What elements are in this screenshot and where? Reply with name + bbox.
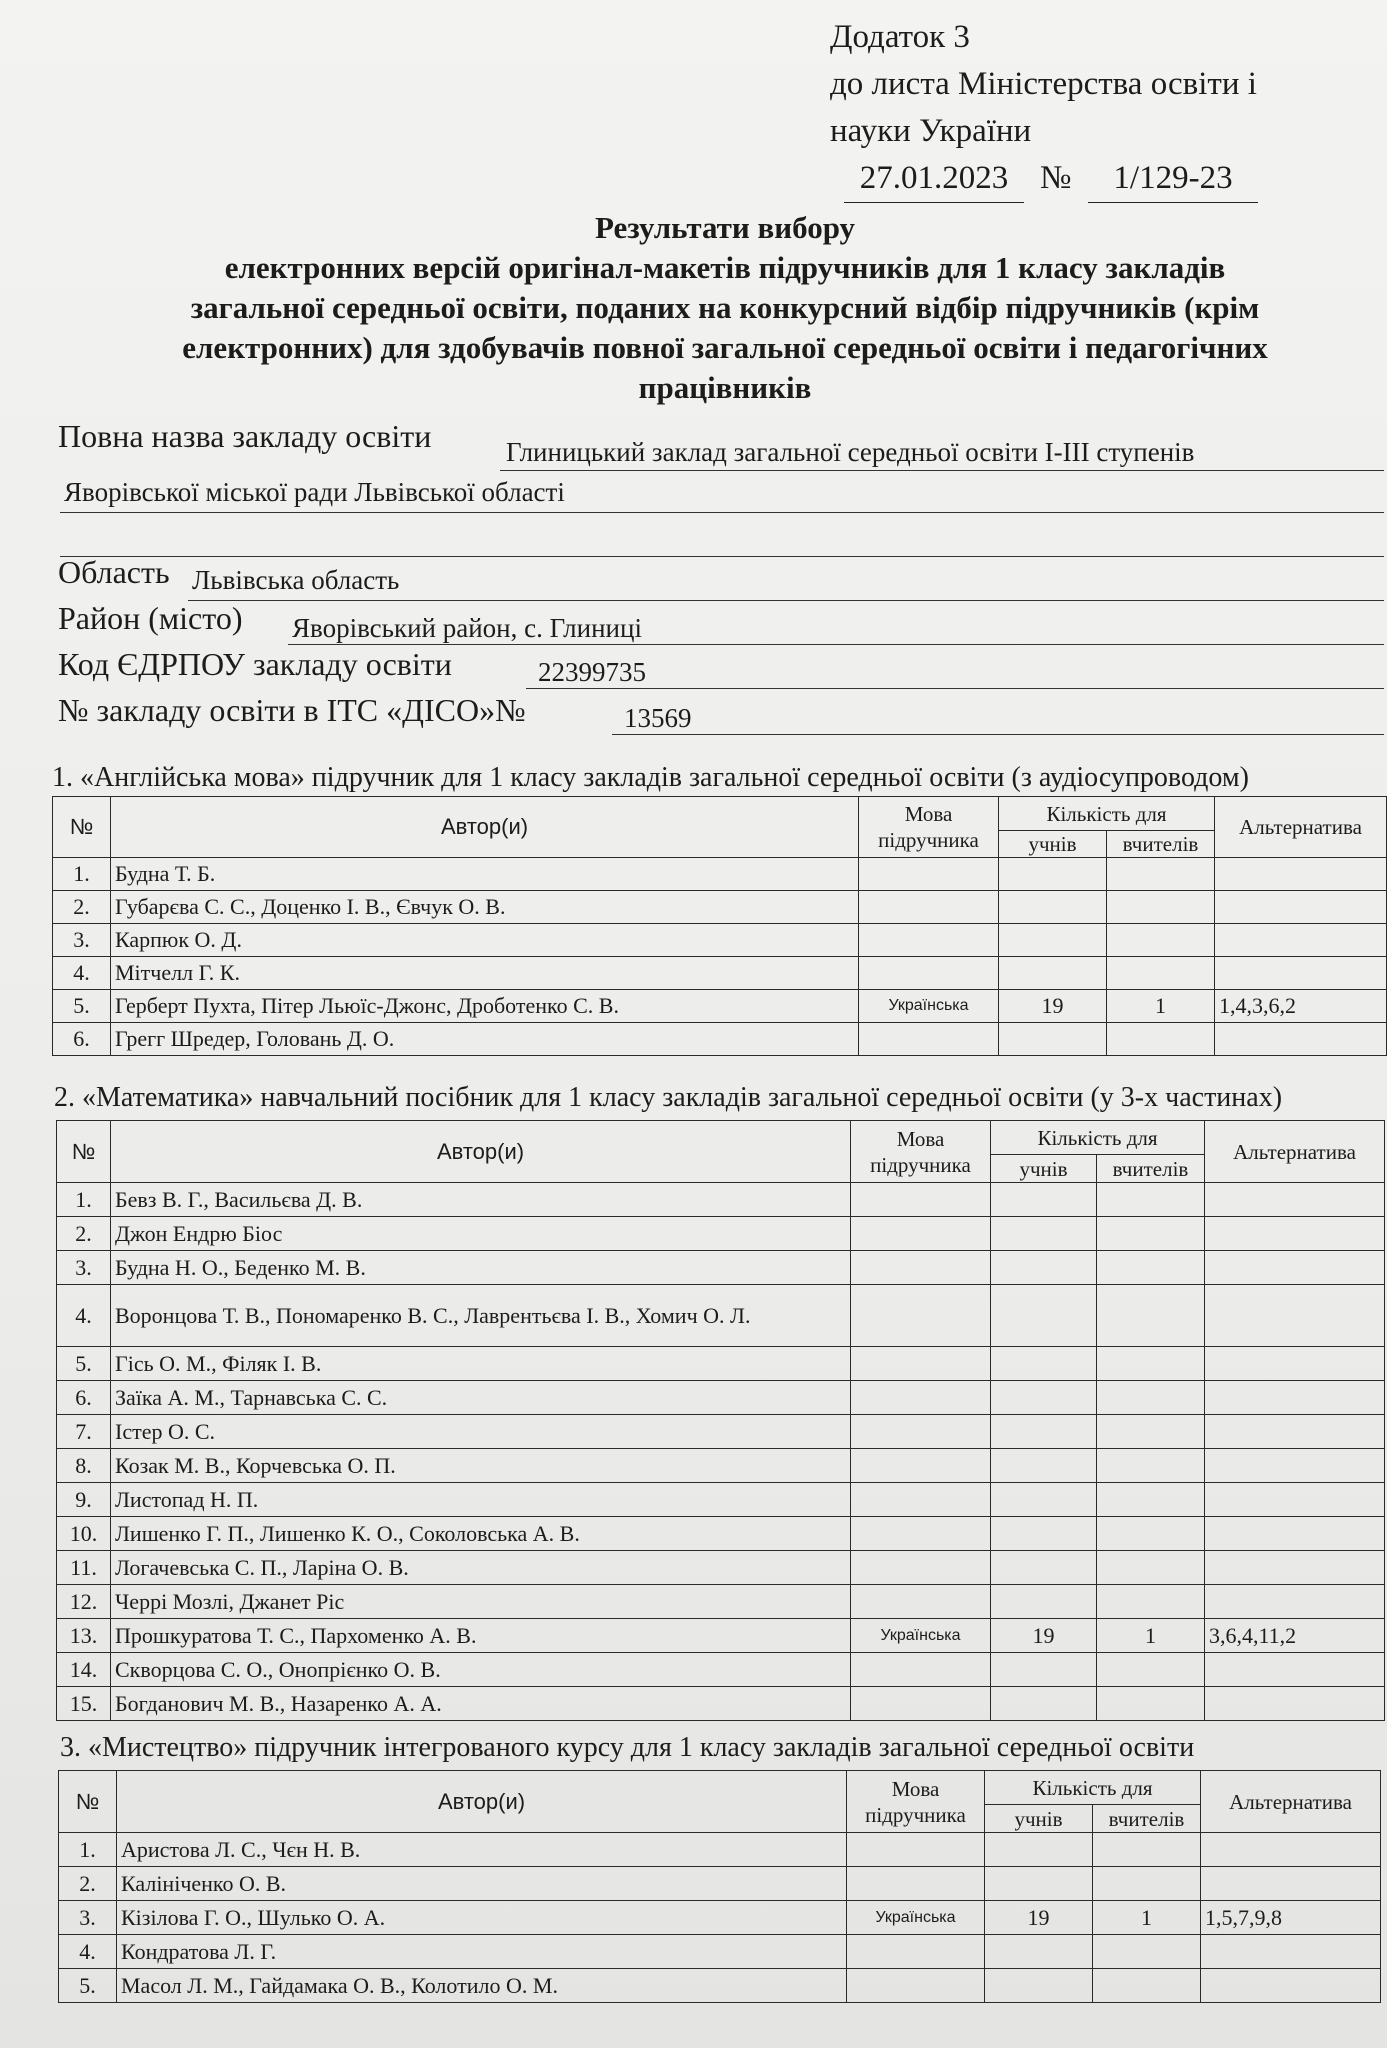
table-row (53, 957, 1387, 990)
edrpou-label: Код ЄДРПОУ закладу освіти (58, 646, 452, 682)
col-lang-header (859, 797, 999, 858)
row-number: 3. (59, 1901, 117, 1935)
row-language (851, 1415, 991, 1449)
row-language (859, 1023, 999, 1056)
table-row (57, 1449, 1385, 1483)
row-teachers-count (1097, 1449, 1205, 1483)
row-alternative (1205, 1381, 1385, 1415)
row-students-count (991, 1217, 1097, 1251)
section-2-table (56, 1120, 1385, 1721)
section-3-title: 3. «Мистецтво» підручник інтегрованого курсу для 1 класу закладів загальної середньої освіти (60, 1732, 1195, 1763)
row-language: Українська (847, 1901, 985, 1935)
row-authors: Мітчелл Г. К. (111, 957, 859, 990)
row-students-count (985, 1935, 1093, 1969)
table-row (59, 1969, 1381, 2003)
table-row (57, 1217, 1385, 1251)
row-alternative (1205, 1449, 1385, 1483)
row-teachers-count (1097, 1551, 1205, 1585)
row-language (859, 957, 999, 990)
row-teachers-count (1097, 1483, 1205, 1517)
row-alternative (1215, 924, 1387, 957)
row-teachers-count (1107, 957, 1215, 990)
region-field (58, 554, 170, 591)
row-authors: Скворцова С. О., Онопрієнко О. В. (111, 1653, 851, 1687)
row-authors: Козак М. В., Корчевська О. П. (111, 1449, 851, 1483)
row-students-count (991, 1653, 1097, 1687)
row-number: 14. (57, 1653, 111, 1687)
row-teachers-count (1097, 1251, 1205, 1285)
col-authors-header: Автор(и) (111, 1121, 851, 1183)
row-students-count (991, 1551, 1097, 1585)
table-row (57, 1483, 1385, 1517)
row-number: 2. (57, 1217, 111, 1251)
table-row (53, 1023, 1387, 1056)
row-language: Українська (851, 1619, 991, 1653)
row-authors: Листопад Н. П. (111, 1483, 851, 1517)
row-number: 5. (53, 990, 111, 1023)
row-number: 2. (53, 891, 111, 924)
row-students-count (999, 924, 1107, 957)
table-row (57, 1585, 1385, 1619)
row-teachers-count (1097, 1687, 1205, 1721)
col-students-header: учнів (999, 831, 1107, 858)
row-alternative (1201, 1867, 1381, 1901)
row-students-count (999, 957, 1107, 990)
row-students-count (991, 1687, 1097, 1721)
row-authors: Аристова Л. С., Чєн Н. В. (117, 1833, 847, 1867)
col-lang-header-line2: підручника (878, 828, 979, 852)
col-lang-header-line1: Мова (891, 1776, 940, 1801)
row-number: 3. (53, 924, 111, 957)
school-name-underline-1 (500, 470, 1384, 471)
row-number: 1. (57, 1183, 111, 1217)
row-alternative (1205, 1415, 1385, 1449)
row-language: Українська (859, 990, 999, 1023)
col-teachers-header: вчителів (1107, 831, 1215, 858)
row-students-count: 19 (985, 1901, 1093, 1935)
row-number: 1. (59, 1833, 117, 1867)
region-underline (188, 600, 1384, 601)
row-teachers-count (1097, 1653, 1205, 1687)
row-authors: Джон Ендрю Біос (111, 1217, 851, 1251)
edrpou-value-text: 22399735 (538, 657, 646, 687)
section-3-table (58, 1770, 1381, 2003)
table-row (57, 1619, 1385, 1653)
school-name-value-1-text: Глиницький заклад загальної середньої освіти І-ІІІ ступенів (506, 437, 1195, 467)
col-num-header: № (59, 1771, 117, 1833)
table-row (59, 1901, 1381, 1935)
col-lang-header-line1: Мова (904, 802, 953, 826)
table-row (57, 1687, 1385, 1721)
document-title (80, 208, 1370, 408)
row-language (851, 1687, 991, 1721)
table-row (57, 1285, 1385, 1347)
row-teachers-count (1097, 1347, 1205, 1381)
number-sign: № (1040, 160, 1072, 196)
row-alternative: 1,5,7,9,8 (1201, 1901, 1381, 1935)
section-2-title: 2. «Математика» навчальний посібник для 1 класу закладів загальної середньої освіти (у 3-х частинах) (54, 1082, 1283, 1113)
school-name-value-1 (506, 432, 1194, 469)
row-teachers-count (1107, 891, 1215, 924)
row-language (851, 1585, 991, 1619)
section-1-title: 1. «Англійська мова» підручник для 1 класу закладів загальної середньої освіти (з аудіосупроводом) (52, 762, 1249, 793)
school-name-value-2-text: Яворівської міської ради Львівської області (64, 477, 565, 507)
row-students-count (991, 1381, 1097, 1415)
row-teachers-count: 1 (1107, 990, 1215, 1023)
addendum-letter-line2: науки України (830, 113, 1032, 149)
letter-date: 27.01.2023 (844, 155, 1024, 203)
row-number: 8. (57, 1449, 111, 1483)
school-name-label: Повна назва закладу освіти (58, 418, 432, 454)
district-value-text: Яворівський район, с. Глиниці (292, 613, 642, 643)
row-alternative (1205, 1347, 1385, 1381)
addendum-block (830, 14, 1257, 207)
row-language (851, 1217, 991, 1251)
row-teachers-count: 1 (1093, 1901, 1201, 1935)
col-lang-header-line2: підручника (865, 1802, 966, 1827)
table-row (53, 891, 1387, 924)
school-name-underline-3 (60, 556, 1384, 557)
row-teachers-count: 1 (1097, 1619, 1205, 1653)
row-number: 6. (53, 1023, 111, 1056)
row-students-count (999, 858, 1107, 891)
title-line-2: електронних версій оригінал-макетів підручників для 1 класу закладів (224, 250, 1226, 285)
row-students-count (999, 891, 1107, 924)
addendum-number-line (830, 155, 1257, 207)
col-lang-header-line1: Мова (896, 1126, 945, 1151)
row-teachers-count (1097, 1415, 1205, 1449)
letter-number: 1/129-23 (1088, 155, 1258, 203)
row-language (847, 1935, 985, 1969)
row-students-count (985, 1833, 1093, 1867)
row-teachers-count (1107, 924, 1215, 957)
row-alternative (1205, 1251, 1385, 1285)
row-language (859, 891, 999, 924)
row-teachers-count (1107, 1023, 1215, 1056)
row-authors: Губарєва С. С., Доценко І. В., Євчук О. В. (111, 891, 859, 924)
col-lang-header-line2: підручника (870, 1152, 971, 1177)
title-line-4: електронних) для здобувачів повної загальної середньої освіти і педагогічних (182, 330, 1268, 365)
row-authors: Лишенко Г. П., Лишенко К. О., Соколовська А. В. (111, 1517, 851, 1551)
row-language (851, 1251, 991, 1285)
col-teachers-header: вчителів (1093, 1805, 1201, 1833)
row-authors: Карпюк О. Д. (111, 924, 859, 957)
row-alternative (1201, 1969, 1381, 2003)
col-students-header: учнів (991, 1155, 1097, 1183)
row-students-count (991, 1483, 1097, 1517)
col-alt-header: Альтернатива (1201, 1771, 1381, 1833)
row-students-count (991, 1517, 1097, 1551)
row-authors: Черрі Мозлі, Джанет Ріс (111, 1585, 851, 1619)
edrpou-field (58, 646, 452, 683)
row-alternative (1205, 1285, 1385, 1347)
row-language (859, 858, 999, 891)
district-label: Район (місто) (58, 600, 243, 636)
table-row (57, 1415, 1385, 1449)
addendum-letter-line1: до листа Міністерства освіти і (830, 66, 1257, 102)
row-number: 7. (57, 1415, 111, 1449)
col-authors-header: Автор(и) (111, 797, 859, 858)
col-students-header: учнів (985, 1805, 1093, 1833)
table-row (57, 1517, 1385, 1551)
row-number: 13. (57, 1619, 111, 1653)
table-row (53, 990, 1387, 1023)
school-name-field (58, 418, 431, 455)
row-authors: Воронцова Т. В., Пономаренко В. С., Лаврентьєва І. В., Хомич О. Л. (111, 1285, 851, 1347)
row-number: 10. (57, 1517, 111, 1551)
row-language (851, 1653, 991, 1687)
row-alternative (1205, 1217, 1385, 1251)
row-students-count (991, 1285, 1097, 1347)
addendum-title: Додаток 3 (830, 19, 970, 55)
row-number: 2. (59, 1867, 117, 1901)
row-alternative (1205, 1183, 1385, 1217)
row-teachers-count (1097, 1517, 1205, 1551)
row-language (851, 1381, 991, 1415)
row-teachers-count (1107, 858, 1215, 891)
row-teachers-count (1097, 1285, 1205, 1347)
table-row (57, 1381, 1385, 1415)
row-alternative (1215, 957, 1387, 990)
district-field (58, 600, 242, 637)
region-label: Область (58, 554, 170, 590)
col-teachers-header: вчителів (1097, 1155, 1205, 1183)
row-number: 12. (57, 1585, 111, 1619)
row-students-count (999, 1023, 1107, 1056)
table-row (53, 924, 1387, 957)
school-name-underline-2 (60, 512, 1384, 513)
row-language (847, 1833, 985, 1867)
table-row (57, 1251, 1385, 1285)
its-label: № закладу освіти в ІТС «ДІСО»№ (58, 692, 526, 728)
row-alternative (1205, 1483, 1385, 1517)
row-teachers-count (1097, 1183, 1205, 1217)
row-alternative (1215, 891, 1387, 924)
table-row (57, 1551, 1385, 1585)
row-teachers-count (1093, 1833, 1201, 1867)
row-authors: Масол Л. М., Гайдамака О. В., Колотило О. М. (117, 1969, 847, 2003)
col-alt-header: Альтернатива (1215, 797, 1387, 858)
table-row (59, 1867, 1381, 1901)
row-number: 3. (57, 1251, 111, 1285)
row-number: 9. (57, 1483, 111, 1517)
row-students-count (991, 1251, 1097, 1285)
row-students-count (991, 1585, 1097, 1619)
row-number: 11. (57, 1551, 111, 1585)
row-alternative (1205, 1653, 1385, 1687)
row-teachers-count (1097, 1585, 1205, 1619)
row-alternative (1205, 1687, 1385, 1721)
row-authors: Заїка А. М., Тарнавська С. С. (111, 1381, 851, 1415)
col-qty-header: Кількість для (985, 1771, 1201, 1805)
row-teachers-count (1097, 1381, 1205, 1415)
row-number: 4. (59, 1935, 117, 1969)
row-alternative (1205, 1517, 1385, 1551)
col-num-header: № (53, 797, 111, 858)
row-authors: Герберт Пухта, Пітер Льюїс-Джонс, Дроботенко С. В. (111, 990, 859, 1023)
its-underline (612, 734, 1384, 735)
row-authors: Будна Н. О., Беденко М. В. (111, 1251, 851, 1285)
row-alternative (1215, 858, 1387, 891)
edrpou-value (538, 652, 646, 689)
title-line-5: працівників (638, 370, 812, 405)
row-teachers-count (1097, 1217, 1205, 1251)
row-authors: Кондратова Л. Г. (117, 1935, 847, 1969)
table-row (59, 1833, 1381, 1867)
title-line-1: Результати вибору (594, 210, 856, 245)
row-students-count (991, 1347, 1097, 1381)
row-language (847, 1867, 985, 1901)
table-row (57, 1653, 1385, 1687)
row-teachers-count (1093, 1935, 1201, 1969)
row-language (851, 1449, 991, 1483)
row-teachers-count (1093, 1969, 1201, 2003)
table-row (59, 1935, 1381, 1969)
row-students-count (985, 1969, 1093, 2003)
row-students-count: 19 (991, 1619, 1097, 1653)
row-students-count (991, 1449, 1097, 1483)
col-qty-header: Кількість для (999, 797, 1215, 831)
row-number: 5. (57, 1347, 111, 1381)
row-number: 5. (59, 1969, 117, 2003)
region-value (192, 560, 399, 597)
row-authors: Прошкуратова Т. С., Пархоменко А. В. (111, 1619, 851, 1653)
row-language (851, 1517, 991, 1551)
row-alternative (1201, 1833, 1381, 1867)
row-language (851, 1183, 991, 1217)
row-students-count: 19 (999, 990, 1107, 1023)
region-value-text: Львівська область (192, 565, 400, 595)
its-value-text: 13569 (624, 703, 692, 733)
row-authors: Гісь О. М., Філяк І. В. (111, 1347, 851, 1381)
row-authors: Логачевська С. П., Ларіна О. В. (111, 1551, 851, 1585)
district-underline (288, 644, 1384, 645)
row-alternative (1205, 1551, 1385, 1585)
row-alternative (1205, 1585, 1385, 1619)
row-number: 4. (57, 1285, 111, 1347)
table-row (57, 1183, 1385, 1217)
row-number: 4. (53, 957, 111, 990)
row-teachers-count (1093, 1867, 1201, 1901)
row-authors: Калініченко О. В. (117, 1867, 847, 1901)
row-number: 1. (53, 858, 111, 891)
title-line-3: загальної середньої освіти, поданих на конкурсний відбір підручників (крім (190, 290, 1260, 325)
row-number: 15. (57, 1687, 111, 1721)
row-students-count (991, 1183, 1097, 1217)
col-alt-header: Альтернатива (1205, 1121, 1385, 1183)
table-row (57, 1347, 1385, 1381)
row-language (851, 1285, 991, 1347)
edrpou-underline (526, 688, 1384, 689)
row-alternative: 1,4,3,6,2 (1215, 990, 1387, 1023)
section-1-table (52, 796, 1387, 1056)
row-alternative: 3,6,4,11,2 (1205, 1619, 1385, 1653)
row-language (851, 1551, 991, 1585)
row-authors: Кізілова Г. О., Шулько О. А. (117, 1901, 847, 1935)
col-num-header: № (57, 1121, 111, 1183)
row-authors: Богданович М. В., Назаренко А. А. (111, 1687, 851, 1721)
row-authors: Будна Т. Б. (111, 858, 859, 891)
col-lang-header (847, 1771, 985, 1833)
col-lang-header (851, 1121, 991, 1183)
district-value (292, 608, 642, 645)
row-language (847, 1969, 985, 2003)
its-value (624, 698, 692, 735)
row-language (851, 1347, 991, 1381)
its-field (58, 692, 526, 729)
row-students-count (985, 1867, 1093, 1901)
row-language (851, 1483, 991, 1517)
row-authors: Грегг Шредер, Головань Д. О. (111, 1023, 859, 1056)
col-qty-header: Кількість для (991, 1121, 1205, 1155)
row-students-count (991, 1415, 1097, 1449)
row-authors: Бевз В. Г., Васильєва Д. В. (111, 1183, 851, 1217)
row-authors: Істер О. С. (111, 1415, 851, 1449)
row-alternative (1201, 1935, 1381, 1969)
table-row (53, 858, 1387, 891)
row-number: 6. (57, 1381, 111, 1415)
row-language (859, 924, 999, 957)
row-alternative (1215, 1023, 1387, 1056)
col-authors-header: Автор(и) (117, 1771, 847, 1833)
school-name-value-2 (64, 472, 565, 509)
